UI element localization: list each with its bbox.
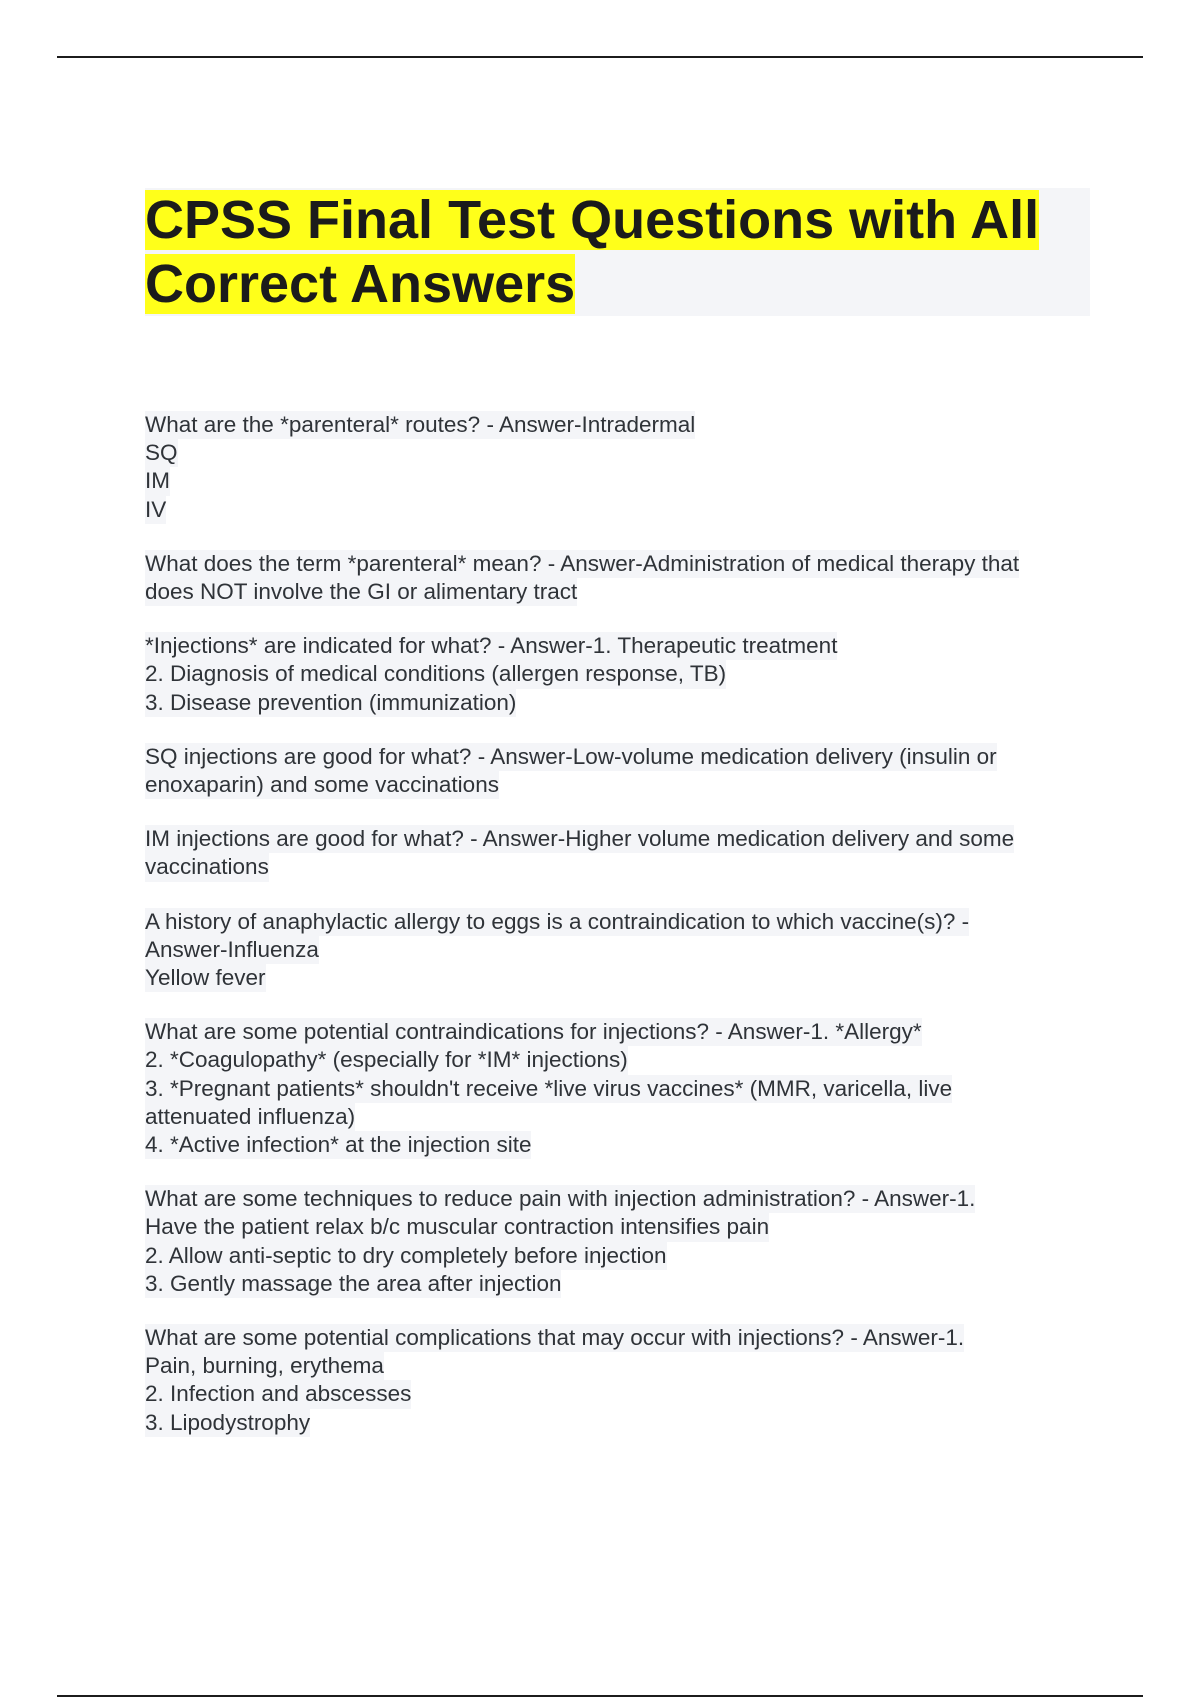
qa-answer-line: attenuated influenza) [145,1103,355,1131]
qa-item [145,825,1095,881]
qa-answer-line: 3. Gently massage the area after injection [145,1270,561,1298]
qa-answer-line: IV [145,496,166,524]
qa-item [145,1185,1095,1298]
qa-item [145,1324,1095,1437]
qa-question-line: *Injections* are indicated for what? - Answer-1. Therapeutic treatment [145,632,837,660]
qa-item [145,1018,1095,1159]
qa-answer-line: does NOT involve the GI or alimentary tract [145,578,577,606]
qa-item [145,550,1095,606]
qa-question-line: What are the *parenteral* routes? - Answer-Intradermal [145,411,695,439]
title-highlight [145,190,1039,314]
qa-answer-line: 3. Disease prevention (immunization) [145,689,516,717]
qa-answer-line: vaccinations [145,853,269,881]
qa-answer-line: IM [145,467,170,495]
qa-item [145,411,1095,524]
qa-answer-line: SQ [145,439,178,467]
qa-answer-line: Answer-Influenza [145,936,319,964]
qa-list [145,411,1095,1463]
title-line-2: Correct Answers [145,254,576,314]
qa-answer-line: Pain, burning, erythema [145,1352,384,1380]
qa-answer-line: 3. *Pregnant patients* shouldn't receive *live virus vaccines* (MMR, varicella, live [145,1075,952,1103]
qa-question-line: What does the term *parenteral* mean? - Answer-Administration of medical therapy that [145,550,1019,578]
qa-answer-line: Have the patient relax b/c muscular contraction intensifies pain [145,1213,769,1241]
qa-question-line: SQ injections are good for what? - Answer-Low-volume medication delivery (insulin or [145,743,997,771]
qa-answer-line: 2. *Coagulopathy* (especially for *IM* injections) [145,1046,628,1074]
qa-answer-line: 2. Allow anti-septic to dry completely before injection [145,1242,667,1270]
qa-question-line: What are some techniques to reduce pain with injection administration? - Answer-1. [145,1185,975,1213]
qa-item [145,908,1095,993]
page-top-rule [57,56,1143,58]
qa-answer-line: 2. Diagnosis of medical conditions (allergen response, TB) [145,660,726,688]
page-bottom-rule [57,1695,1143,1697]
qa-answer-line: 2. Infection and abscesses [145,1380,411,1408]
qa-question-line: IM injections are good for what? - Answer-Higher volume medication delivery and some [145,825,1014,853]
qa-answer-line: 4. *Active infection* at the injection site [145,1131,531,1159]
qa-item [145,632,1095,717]
qa-answer-line: enoxaparin) and some vaccinations [145,771,499,799]
qa-answer-line: Yellow fever [145,964,266,992]
qa-question-line: What are some potential complications that may occur with injections? - Answer-1. [145,1324,964,1352]
title-block [145,188,1090,316]
qa-question-line: What are some potential contraindications for injections? - Answer-1. *Allergy* [145,1018,922,1046]
qa-answer-line: 3. Lipodystrophy [145,1409,310,1437]
qa-item [145,743,1095,799]
page-title [145,188,1090,316]
qa-question-line: A history of anaphylactic allergy to eggs is a contraindication to which vaccine(s)? - [145,908,969,936]
title-line-1: CPSS Final Test Questions with All [145,190,1040,250]
